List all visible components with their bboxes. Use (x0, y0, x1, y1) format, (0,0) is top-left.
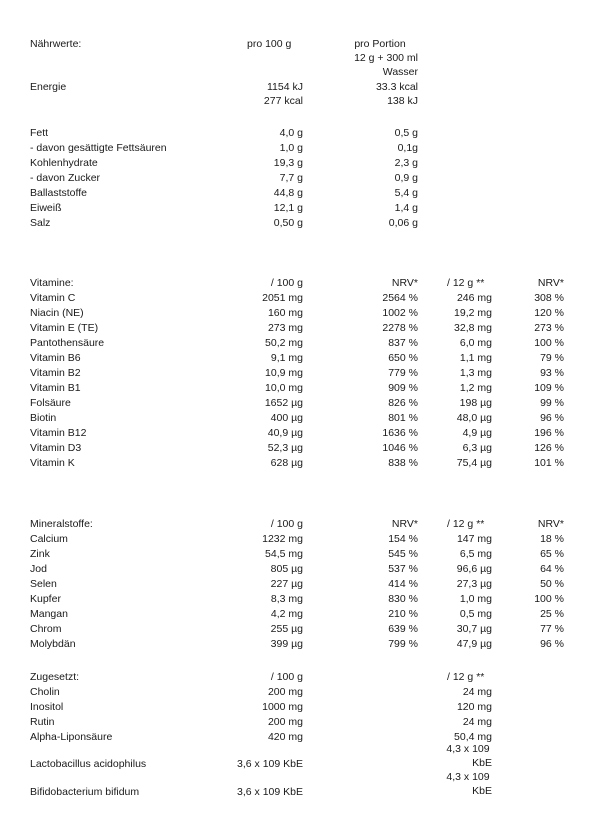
table-row-nrv-100: 639 % (388, 623, 418, 635)
table-row-per12: 30,7 µg (456, 623, 492, 635)
nutrient-per100: 1,0 g (279, 142, 303, 154)
bifido-per12-line1: 4,3 x 109 (446, 771, 490, 783)
table-row-nrv-100: 838 % (388, 457, 418, 469)
table-row-nrv-100: 801 % (388, 412, 418, 424)
table-row-per12: 75,4 µg (456, 457, 492, 469)
added-per100: 200 mg (267, 686, 303, 698)
table-row-name: Selen (30, 578, 57, 590)
added-name: Alpha-Liponsäure (30, 731, 113, 743)
zugesetzt-heading: Zugesetzt: (30, 671, 80, 683)
table-row-name: Vitamin K (30, 457, 75, 469)
nutrient-name: Salz (30, 217, 51, 229)
naehrwerte-heading: Nährwerte: (30, 38, 82, 50)
table-row-nrv-12: 101 % (534, 457, 564, 469)
table-row-nrv-100: 1002 % (382, 307, 418, 319)
table-row-per12: 147 mg (456, 533, 492, 545)
nutrient-portion: 0,5 g (394, 127, 418, 139)
bifido-per100: 3,6 x 109 KbE (237, 786, 303, 798)
nutrient-portion: 0,1g (397, 142, 418, 154)
table-row-nrv-12: 100 % (534, 593, 564, 605)
table-row-nrv-12: 79 % (540, 352, 564, 364)
table-row-nrv-12: 96 % (540, 412, 564, 424)
table-row-nrv-100: 799 % (388, 638, 418, 650)
table-row-name: Calcium (30, 533, 68, 545)
portion-header-line3: Wasser (382, 66, 418, 78)
table-row-per100: 54,5 mg (265, 548, 303, 560)
table-row-nrv-100: 2564 % (382, 292, 418, 304)
table-row-name: Jod (30, 563, 47, 575)
table-row-per12: 1,0 mg (459, 593, 492, 605)
min-per100-header: / 100 g (270, 518, 303, 530)
table-row-per12: 0,5 mg (459, 608, 492, 620)
table-row-nrv-12: 109 % (534, 382, 564, 394)
table-row-per12: 4,9 µg (462, 427, 492, 439)
table-row-nrv-100: 1046 % (382, 442, 418, 454)
energie-kj-100: 1154 kJ (267, 81, 303, 93)
table-row-per100: 4,2 mg (270, 608, 303, 620)
energie-kj-portion: 138 kJ (387, 95, 418, 107)
table-row-name: Vitamin C (30, 292, 76, 304)
mineralstoffe-heading: Mineralstoffe: (30, 518, 93, 530)
table-row-per12: 6,5 mg (459, 548, 492, 560)
min-nrv1-header: NRV* (391, 518, 418, 530)
table-row-name: Folsäure (30, 397, 71, 409)
table-row-name: Zink (30, 548, 50, 560)
table-row-nrv-12: 308 % (534, 292, 564, 304)
bifido-per12-line2: KbE (472, 785, 492, 797)
table-row-name: Vitamin D3 (30, 442, 82, 454)
vitamine-heading: Vitamine: (30, 277, 74, 289)
table-row-name: Vitamin B12 (30, 427, 87, 439)
added-per12: 120 mg (456, 701, 492, 713)
table-row-per100: 10,9 mg (265, 367, 303, 379)
vit-per12-header: / 12 g ** (447, 277, 485, 289)
nutrient-name: - davon gesättigte Fettsäuren (30, 142, 167, 154)
nutrient-per100: 44,8 g (273, 187, 303, 199)
table-row-per12: 246 mg (456, 292, 492, 304)
table-row-nrv-12: 100 % (534, 337, 564, 349)
table-row-nrv-12: 93 % (540, 367, 564, 379)
nutrient-name: Ballaststoffe (30, 187, 88, 199)
table-row-nrv-100: 779 % (388, 367, 418, 379)
table-row-nrv-100: 210 % (388, 608, 418, 620)
nutrient-per100: 0,50 g (273, 217, 303, 229)
nutrient-per100: 4,0 g (279, 127, 303, 139)
nutrient-portion: 0,9 g (394, 172, 418, 184)
added-name: Inositol (30, 701, 64, 713)
table-row-name: Kupfer (30, 593, 61, 605)
table-row-per100: 1652 µg (264, 397, 303, 409)
table-row-name: Vitamin E (TE) (30, 322, 99, 334)
table-row-per100: 400 µg (270, 412, 303, 424)
table-row-name: Vitamin B1 (30, 382, 81, 394)
table-row-per100: 2051 mg (262, 292, 303, 304)
added-per12: 24 mg (462, 716, 492, 728)
table-row-nrv-12: 273 % (534, 322, 564, 334)
vit-per100-header: / 100 g (270, 277, 303, 289)
table-row-nrv-100: 2278 % (382, 322, 418, 334)
table-row-name: Biotin (30, 412, 57, 424)
table-row-per100: 9,1 mg (270, 352, 303, 364)
table-row-nrv-12: 18 % (540, 533, 564, 545)
zug-per12-header: / 12 g ** (447, 671, 485, 683)
bifido-name: Bifidobacterium bifidum (30, 786, 140, 798)
table-row-nrv-12: 120 % (534, 307, 564, 319)
nutrient-portion: 1,4 g (394, 202, 418, 214)
added-per100: 420 mg (267, 731, 303, 743)
table-row-per100: 227 µg (270, 578, 303, 590)
table-row-name: Mangan (30, 608, 68, 620)
table-row-per12: 198 µg (459, 397, 492, 409)
table-row-name: Pantothensäure (30, 337, 105, 349)
table-row-per100: 52,3 µg (267, 442, 303, 454)
table-row-nrv-100: 154 % (388, 533, 418, 545)
lacto-name: Lactobacillus acidophilus (30, 758, 147, 770)
added-per12: 24 mg (462, 686, 492, 698)
table-row-per100: 805 µg (270, 563, 303, 575)
vit-nrv1-header: NRV* (391, 277, 418, 289)
nutrient-per100: 12,1 g (273, 202, 303, 214)
table-row-per12: 1,1 mg (459, 352, 492, 364)
table-row-nrv-12: 65 % (540, 548, 564, 560)
table-row-per12: 1,2 mg (459, 382, 492, 394)
table-row-nrv-100: 537 % (388, 563, 418, 575)
min-nrv2-header: NRV* (537, 518, 564, 530)
table-row-name: Vitamin B2 (30, 367, 81, 379)
added-per12: 50,4 mg (454, 731, 492, 743)
table-row-name: Niacin (NE) (30, 307, 84, 319)
table-row-per100: 1232 mg (262, 533, 303, 545)
table-row-nrv-100: 650 % (388, 352, 418, 364)
nutrient-name: Eiweiß (30, 202, 62, 214)
table-row-per12: 6,0 mg (459, 337, 492, 349)
table-row-nrv-100: 545 % (388, 548, 418, 560)
table-row-per12: 19,2 mg (454, 307, 492, 319)
vit-nrv2-header: NRV* (537, 277, 564, 289)
table-row-per12: 32,8 mg (454, 322, 492, 334)
added-name: Cholin (30, 686, 60, 698)
table-row-per12: 6,3 µg (462, 442, 492, 454)
added-per100: 200 mg (267, 716, 303, 728)
table-row-nrv-100: 837 % (388, 337, 418, 349)
table-row-nrv-12: 25 % (540, 608, 564, 620)
added-per100: 1000 mg (262, 701, 303, 713)
table-row-per12: 47,9 µg (456, 638, 492, 650)
added-name: Rutin (30, 716, 55, 728)
table-row-nrv-100: 1636 % (382, 427, 418, 439)
table-row-per12: 48,0 µg (456, 412, 492, 424)
energie-label: Energie (30, 81, 67, 93)
energie-kcal-100: 277 kcal (263, 95, 303, 107)
nutrient-per100: 7,7 g (279, 172, 303, 184)
table-row-nrv-12: 196 % (534, 427, 564, 439)
table-row-per100: 50,2 mg (265, 337, 303, 349)
table-row-per100: 40,9 µg (267, 427, 303, 439)
table-row-nrv-12: 64 % (540, 563, 564, 575)
table-row-per12: 96,6 µg (456, 563, 492, 575)
table-row-nrv-12: 50 % (540, 578, 564, 590)
table-row-nrv-100: 830 % (388, 593, 418, 605)
table-row-name: Chrom (30, 623, 62, 635)
per100-header: pro 100 g (247, 38, 292, 50)
table-row-per100: 273 mg (267, 322, 303, 334)
table-row-per100: 160 mg (267, 307, 303, 319)
nutrient-per100: 19,3 g (273, 157, 303, 169)
table-row-per100: 628 µg (270, 457, 303, 469)
nutrient-name: Fett (30, 127, 49, 139)
table-row-nrv-100: 909 % (388, 382, 418, 394)
table-row-nrv-12: 99 % (540, 397, 564, 409)
min-per12-header: / 12 g ** (447, 518, 485, 530)
portion-header-line2: 12 g + 300 ml (354, 52, 418, 64)
zug-per100-header: / 100 g (270, 671, 303, 683)
table-row-nrv-100: 826 % (388, 397, 418, 409)
nutrient-portion: 5,4 g (394, 187, 418, 199)
nutrient-name: - davon Zucker (30, 172, 101, 184)
table-row-per12: 27,3 µg (456, 578, 492, 590)
table-row-name: Vitamin B6 (30, 352, 81, 364)
energie-kcal-portion: 33.3 kcal (375, 81, 418, 93)
table-row-per100: 399 µg (270, 638, 303, 650)
table-row-nrv-100: 414 % (388, 578, 418, 590)
lacto-per12-line1: 4,3 x 109 (446, 743, 490, 755)
table-row-name: Molybdän (30, 638, 76, 650)
table-row-per12: 1,3 mg (459, 367, 492, 379)
lacto-per100: 3,6 x 109 KbE (237, 758, 303, 770)
table-row-nrv-12: 77 % (540, 623, 564, 635)
nutrient-name: Kohlenhydrate (30, 157, 98, 169)
nutrient-portion: 0,06 g (388, 217, 418, 229)
table-row-per100: 255 µg (270, 623, 303, 635)
table-row-nrv-12: 126 % (534, 442, 564, 454)
table-row-per100: 10,0 mg (265, 382, 303, 394)
lacto-per12-line2: KbE (472, 757, 492, 769)
nutrient-portion: 2,3 g (394, 157, 418, 169)
table-row-per100: 8,3 mg (270, 593, 303, 605)
table-row-nrv-12: 96 % (540, 638, 564, 650)
portion-header-line1: pro Portion (354, 38, 406, 50)
